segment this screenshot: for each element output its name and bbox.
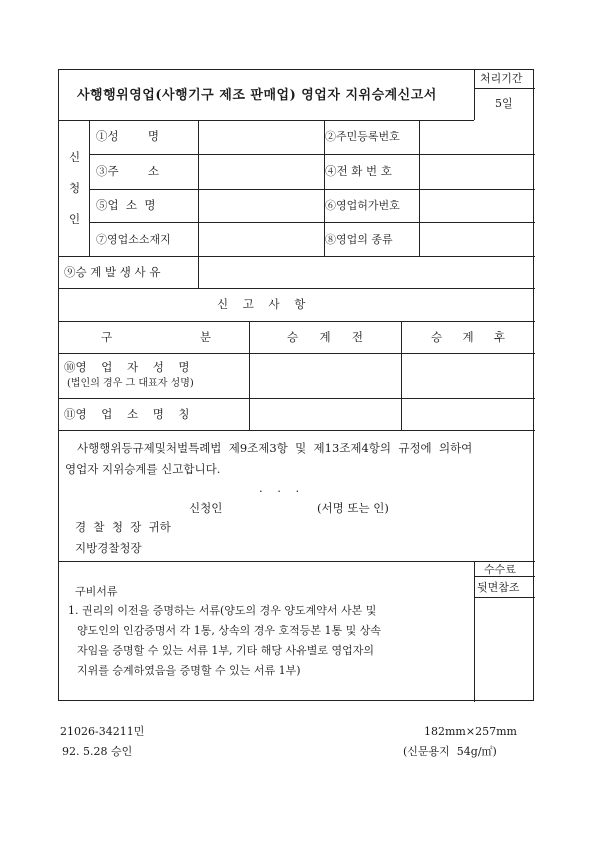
required-documents-line: 양도인의 인감증명서 각 1통, 상속의 경우 호적등본 1통 및 상속 bbox=[77, 624, 381, 637]
business-type-label: ⑧영업의 종류 bbox=[325, 233, 393, 246]
business-location-value[interactable] bbox=[199, 223, 323, 256]
statement-line-1: 사행행위등규제및처벌특례법 제9조제3항 및 제13조제4항의 규정에 의하여 bbox=[77, 441, 473, 455]
required-documents-line: 지위를 승계하였음을 증명할 수 있는 서류 1부) bbox=[77, 664, 301, 677]
succession-reason-value[interactable] bbox=[199, 257, 534, 288]
applicant-signature-label: 신청인 bbox=[189, 501, 223, 515]
column-category: 구 분 bbox=[101, 330, 211, 344]
fee-note: 뒷면참조 bbox=[477, 581, 520, 594]
divider bbox=[474, 576, 535, 577]
required-documents-line: 자임을 증명할 수 있는 서류 1부, 기타 해당 사유별로 영업자의 bbox=[77, 644, 374, 657]
business-title-before[interactable] bbox=[250, 399, 400, 430]
paper-size: 182mm×257mm bbox=[424, 725, 517, 738]
divider bbox=[474, 597, 535, 598]
rrn-label: ②주민등록번호 bbox=[325, 130, 400, 143]
recipient-line-2: 지방경찰청장 bbox=[75, 541, 142, 555]
recipient-line-1: 경 찰 청 장 귀하 bbox=[75, 520, 171, 534]
form-title: 사행행위영업(사행기구 제조 판매업) 영업자 지위승계신고서 bbox=[77, 88, 437, 103]
divider bbox=[474, 88, 535, 89]
report-section-header: 신 고 사 항 bbox=[217, 297, 306, 311]
name-label: ①성 명 bbox=[96, 129, 159, 143]
processing-period-label: 처리기간 bbox=[480, 72, 523, 85]
rrn-value[interactable] bbox=[420, 121, 534, 154]
divider bbox=[59, 288, 535, 289]
divider bbox=[474, 561, 475, 702]
succession-reason-label: ⑨승 계 발 생 사 유 bbox=[64, 265, 161, 279]
address-value[interactable] bbox=[199, 155, 323, 189]
name-value[interactable] bbox=[199, 121, 323, 154]
divider bbox=[59, 430, 535, 431]
license-number-value[interactable] bbox=[420, 190, 534, 222]
form-code: 21026-34211민 bbox=[60, 725, 145, 738]
business-type-value[interactable] bbox=[420, 223, 534, 256]
approval-date: 92. 5.28 승인 bbox=[62, 745, 133, 758]
business-name-value[interactable] bbox=[199, 190, 323, 222]
paper-type: (신문용지 54g/㎡) bbox=[403, 745, 497, 758]
divider bbox=[59, 321, 535, 322]
statement-line-2: 영업자 지위승계를 신고합니다. bbox=[65, 462, 221, 476]
business-title-after[interactable] bbox=[402, 399, 534, 430]
applicant-label-2: 청 bbox=[69, 181, 81, 195]
required-documents-title: 구비서류 bbox=[75, 585, 118, 598]
business-title-label: ⑪영 업 소 명 칭 bbox=[64, 407, 190, 421]
divider bbox=[89, 120, 90, 256]
applicant-label-3: 인 bbox=[69, 212, 81, 226]
phone-label: ④전 화 번 호 bbox=[325, 164, 392, 178]
representative-name-label: ⑩영 업 자 성 명 bbox=[64, 360, 190, 374]
business-name-label: ⑤업 소 명 bbox=[96, 198, 156, 212]
divider bbox=[474, 70, 475, 120]
signature-note: (서명 또는 인) bbox=[317, 501, 389, 515]
representative-name-after[interactable] bbox=[402, 354, 534, 398]
address-label: ③주 소 bbox=[96, 164, 159, 178]
phone-value[interactable] bbox=[420, 155, 534, 189]
required-documents-line: 1. 권리의 이전을 증명하는 서류(양도의 경우 양도계약서 사본 및 bbox=[68, 604, 377, 617]
processing-period-value: 5일 bbox=[495, 97, 513, 110]
representative-name-before[interactable] bbox=[250, 354, 400, 398]
date-dots: . . . bbox=[259, 481, 300, 495]
representative-name-note: (법인의 경우 그 대표자 성명) bbox=[67, 378, 194, 389]
succession-report-form bbox=[58, 69, 534, 701]
column-after: 승 계 후 bbox=[431, 330, 505, 344]
fee-label: 수수료 bbox=[484, 563, 516, 576]
license-number-label: ⑥영업허가번호 bbox=[325, 199, 400, 212]
business-location-label: ⑦영업소소재지 bbox=[96, 233, 171, 246]
applicant-label-1: 신 bbox=[69, 150, 81, 164]
column-before: 승 계 전 bbox=[287, 330, 363, 344]
divider bbox=[59, 561, 535, 562]
